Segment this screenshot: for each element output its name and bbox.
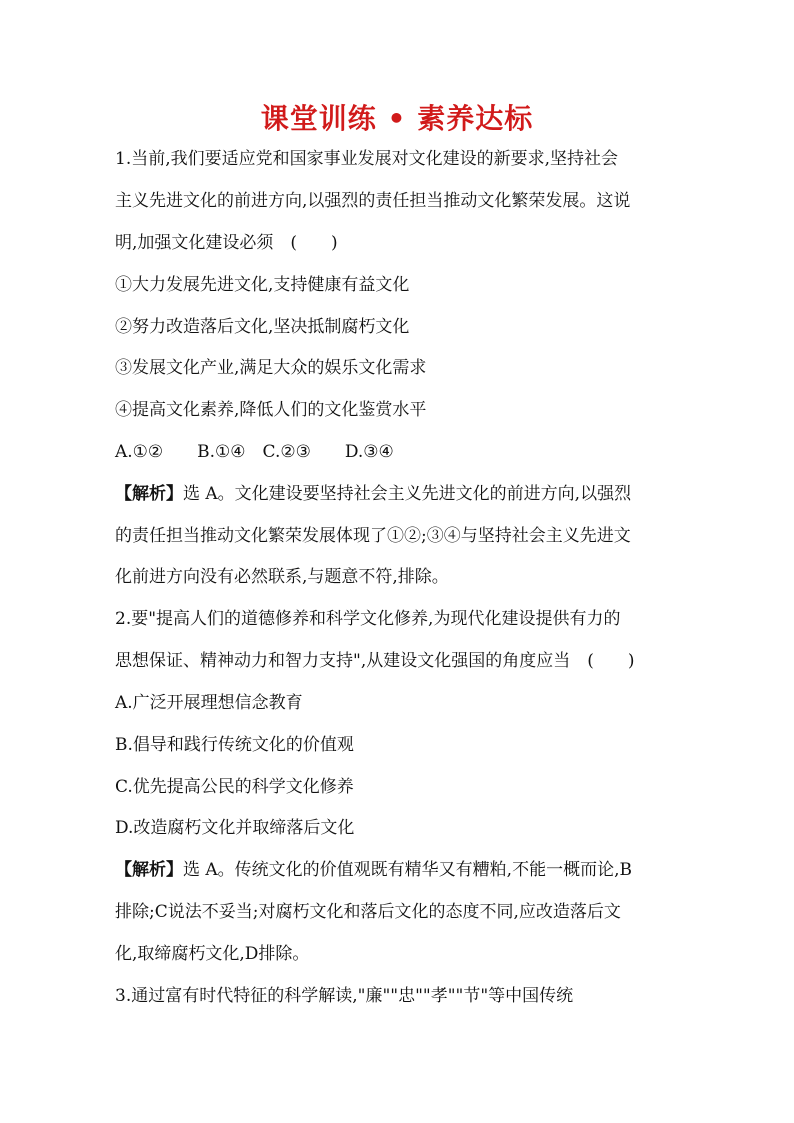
q2-option-d: D.改造腐朽文化并取缔落后文化 xyxy=(115,818,355,838)
q2-analysis-text: 选 A。传统文化的价值观既有精华又有糟粕,不能一概而论,B xyxy=(183,860,632,880)
q1-stem-line-2: 主义先进文化的前进方向,以强烈的责任担当推动文化繁荣发展。这说 xyxy=(115,191,631,211)
q1-item-1: ①大力发展先进文化,支持健康有益文化 xyxy=(115,275,410,295)
q2-stem-line-2: 思想保证、精神动力和智力支持",从建设文化强国的角度应当 ( ) xyxy=(115,651,635,671)
q1-stem-line-1: 1.当前,我们要适应党和国家事业发展对文化建设的新要求,坚持社会 xyxy=(115,149,619,169)
q1-stem-line-3: 明,加强文化建设必须 ( ) xyxy=(115,233,338,253)
q3-stem-line-1: 3.通过富有时代特征的科学解读,"廉""忠""孝""节"等中国传统 xyxy=(115,986,574,1006)
q1-analysis-line-3: 化前进方向没有必然联系,与题意不符,排除。 xyxy=(115,567,449,587)
q2-analysis-line-2: 排除;C说法不妥当;对腐朽文化和落后文化的态度不同,应改造落后文 xyxy=(115,902,621,922)
q1-item-3: ③发展文化产业,满足大众的娱乐文化需求 xyxy=(115,358,427,378)
q2-analysis-line-1 xyxy=(115,859,690,881)
q1-item-4: ④提高文化素养,降低人们的文化鉴赏水平 xyxy=(115,400,427,420)
q2-option-a: A.广泛开展理想信念教育 xyxy=(115,693,303,713)
q1-analysis-line-1 xyxy=(115,483,690,505)
q1-item-2: ②努力改造落后文化,坚决抵制腐朽文化 xyxy=(115,317,410,337)
q2-analysis-line-3: 化,取缔腐朽文化,D排除。 xyxy=(115,944,310,964)
analysis-tag: 【解析】 xyxy=(115,484,183,504)
analysis-tag: 【解析】 xyxy=(115,860,183,880)
page-title: 课堂训练 • 素养达标 xyxy=(260,102,534,135)
q1-analysis-line-2: 的责任担当推动文化繁荣发展体现了①②;③④与坚持社会主义先进文 xyxy=(115,526,631,546)
q2-stem-line-1: 2.要"提高人们的道德修养和科学文化修养,为现代化建设提供有力的 xyxy=(115,609,621,629)
q2-option-b: B.倡导和践行传统文化的价值观 xyxy=(115,735,354,755)
q1-analysis-text: 选 A。文化建设要坚持社会主义先进文化的前进方向,以强烈 xyxy=(183,484,632,504)
q2-option-c: C.优先提高公民的科学文化修养 xyxy=(115,777,354,797)
q1-options: A.①② B.①④ C.②③ D.③④ xyxy=(115,442,394,462)
